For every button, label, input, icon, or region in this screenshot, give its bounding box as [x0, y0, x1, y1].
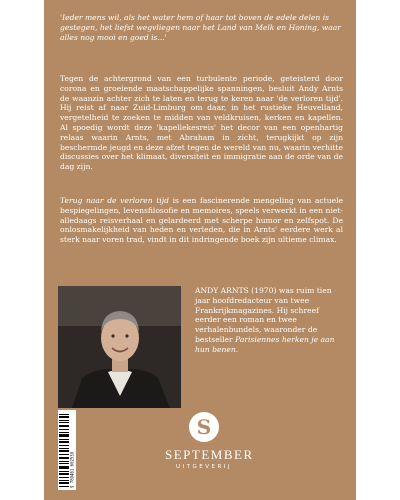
publisher-logo [165, 412, 254, 470]
opening-quote: 'Ieder mens wil, als het water hem of haar tot boven de edele delen is gestegen, het liefst wegvliegen naar het Land van Melk en Honing, waar alles nog mooi en goed is...' [60, 13, 341, 42]
publisher-monogram: S [196, 415, 212, 439]
barcode-number: 9 789461 602539 [69, 451, 75, 488]
description-text: is een fascinerende mengeling van actuele bespiegelingen, levensfilosofie en memoires, speels verwerkt in een niet-alledaags reisverhaal en gelardeerd met scherpe humor en zelfspot. De onlosmakelijkheid van heden en verleden, die in Arnts' eerdere werk al sterk naar voren trad, vindt in dit indringende boek zijn ultieme climax. [60, 196, 343, 245]
publisher-subtitle: UITGEVERIJ [175, 464, 233, 470]
isbn-barcode [58, 410, 76, 490]
book-title-italic: Terug naar de verloren tijd [60, 196, 169, 205]
author-bio [195, 286, 345, 355]
publisher-emblem [189, 412, 219, 442]
synopsis-paragraph: Tegen de achtergrond van een turbulente periode, geteisterd door corona en groeiende maatschappelijke spanningen, besluit Andy Arnts de waanzin achter zich te laten en terug te keren naar 'de verloren tijd'. Hij reist af naar Zuid-Limburg om daar, in het rustieke Heuvelland, vergetelheid te zoeken te midden van veldkruisen, kerken en kapellen. Al spoedig wordt deze 'kapellekesreis' het decor van een openhartig relaas waarin Arnts, met Abraham in zicht, terugkijkt op zijn beschermde jeugd en deze afzet tegen de wereld van nu, waarin verhitte discussies over het klimaat, diversiteit en immigratie aan de orde van de dag zijn. [60, 74, 343, 172]
bestseller-title: Parisiennes herken je aan hun benen. [195, 334, 335, 354]
description-paragraph [60, 196, 343, 245]
author-bio-text: ANDY ARNTS (1970) was ruim tien jaar hoofdredacteur van twee Frankrijkmagazines. Hij schreef eerder een roman en twee verhalenbundels, waaronder de bestseller [195, 286, 332, 344]
book-back-cover [44, 0, 356, 500]
author-photo [58, 286, 181, 408]
publisher-name: SEPTEMBER [165, 447, 254, 462]
